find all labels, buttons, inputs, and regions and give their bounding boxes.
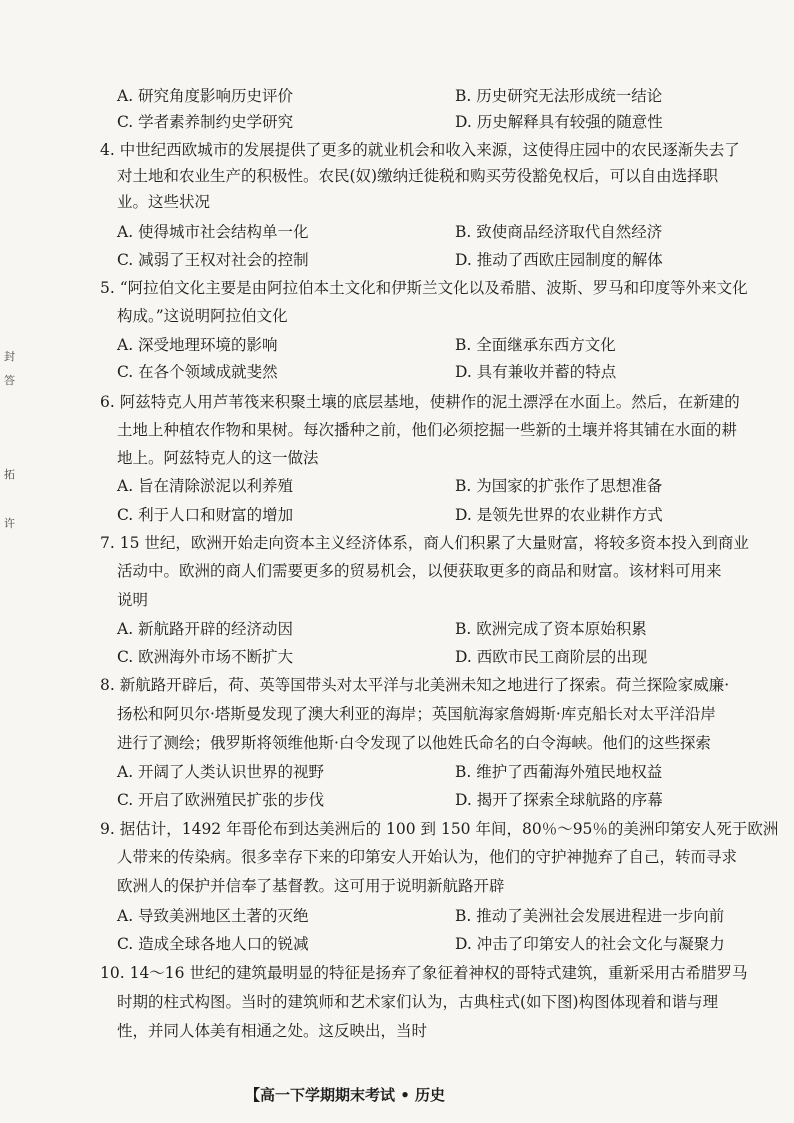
q7-option-c: C. 欧洲海外市场不断扩大 [117, 648, 294, 666]
q5-option-c: C. 在各个领域成就斐然 [117, 363, 278, 381]
q5-stem-line-1: 5. “阿拉伯文化主要是由阿拉伯本土文化和伊斯兰文化以及希腊、波斯、罗马和印度等外来文化 [100, 279, 748, 297]
q7-stem-line-1: 7. 15 世纪，欧洲开始走向资本主义经济体系，商人们积累了大量财富，将较多资本投入到商业 [100, 534, 749, 552]
q8-stem-line-2: 扬松和阿贝尔·塔斯曼发现了澳大利亚的海岸；英国航海家詹姆斯·库克船长对太平洋沿岸 [117, 705, 716, 723]
q3-option-d: D. 历史解释具有较强的随意性 [455, 113, 663, 131]
q4-stem-line-3: 业。这些状况 [117, 193, 211, 211]
q5-option-d: D. 具有兼收并蓄的特点 [455, 363, 617, 381]
q6-option-c: C. 利于人口和财富的增加 [117, 506, 294, 524]
q4-option-b: B. 致使商品经济取代自然经济 [455, 223, 663, 241]
q6-option-b: B. 为国家的扩张作了思想准备 [455, 477, 663, 495]
q8-option-d: D. 揭开了探索全球航路的序幕 [455, 791, 663, 809]
q9-option-b: B. 推动了美洲社会发展进程进一步向前 [455, 907, 725, 925]
q5-option-b: B. 全面继承东西方文化 [455, 336, 616, 354]
q8-stem-line-1: 8. 新航路开辟后，荷、英等国带头对太平洋与北美洲未知之地进行了探索。荷兰探险家威廉· [100, 676, 730, 694]
q7-stem-line-2: 活动中。欧洲的商人们需要更多的贸易机会，以便获取更多的商品和财富。该材料可用来 [117, 562, 722, 580]
q4-option-c: C. 减弱了王权对社会的控制 [117, 251, 309, 269]
q6-stem-line-2: 土地上种植农作物和果树。每次播种之前，他们必须挖掘一些新的土壤并将其铺在水面的耕 [117, 421, 738, 439]
q7-option-d: D. 西欧市民工商阶层的出现 [455, 648, 648, 666]
q9-stem-line-1: 9. 据估计，1492 年哥伦布到达美洲后的 100 到 150 年间，80％～95％的美洲印第安人死于欧洲 [100, 820, 779, 838]
q5-option-a: A. 深受地理环境的影响 [117, 336, 278, 354]
q7-stem-line-3: 说明 [117, 591, 149, 609]
margin-mark-3: 拓 [4, 468, 15, 481]
q7-option-a: A. 新航路开辟的经济动因 [117, 620, 294, 638]
q3-option-a: A. 研究角度影响历史评价 [117, 87, 294, 105]
q4-option-a: A. 使得城市社会结构单一化 [117, 223, 309, 241]
margin-mark-2: 答 [4, 374, 15, 387]
q10-stem-line-1: 10. 14～16 世纪的建筑最明显的特征是扬弃了象征着神权的哥特式建筑，重新采用古希腊罗马 [100, 964, 748, 982]
q8-option-a: A. 开阔了人类认识世界的视野 [117, 763, 325, 781]
q9-option-c: C. 造成全球各地人口的锐减 [117, 935, 309, 953]
q7-option-b: B. 欧洲完成了资本原始积累 [455, 620, 647, 638]
q5-stem-line-2: 构成。”这说明阿拉伯文化 [117, 307, 288, 325]
q4-option-d: D. 推动了西欧庄园制度的解体 [455, 251, 663, 269]
q9-option-a: A. 导致美洲地区土著的灭绝 [117, 907, 309, 925]
q4-stem-line-2: 对土地和农业生产的积极性。农民(奴)缴纳迁徙税和购买劳役豁免权后，可以自由选择职 [117, 167, 719, 185]
q8-stem-line-3: 进行了测绘；俄罗斯将领维他斯·白令发现了以他姓氏命名的白令海峡。他们的这些探索 [117, 734, 711, 752]
q10-stem-line-2: 时期的柱式构图。当时的建筑师和艺术家们认为，古典柱式(如下图)构图体现着和谐与理 [117, 993, 719, 1011]
page-footer: 【高一下学期期末考试 • 历史 [245, 1086, 446, 1104]
margin-mark-1: 封 [4, 350, 15, 363]
q8-option-c: C. 开启了欧洲殖民扩张的步伐 [117, 791, 325, 809]
q3-option-b: B. 历史研究无法形成统一结论 [455, 87, 663, 105]
q6-stem-line-3: 地上。阿兹特克人的这一做法 [117, 449, 319, 467]
q3-option-c: C. 学者素养制约史学研究 [117, 113, 294, 131]
margin-mark-4: 许 [4, 517, 15, 530]
q6-option-d: D. 是领先世界的农业耕作方式 [455, 506, 663, 524]
q6-option-a: A. 旨在清除淤泥以利养殖 [117, 477, 294, 495]
q4-stem-line-1: 4. 中世纪西欧城市的发展提供了更多的就业机会和收入来源，这使得庄园中的农民逐渐失去了 [100, 141, 740, 159]
q9-stem-line-2: 人带来的传染病。很多幸存下来的印第安人开始认为，他们的守护神抛弃了自己，转而寻求 [117, 848, 738, 866]
q9-stem-line-3: 欧洲人的保护并信奉了基督教。这可用于说明新航路开辟 [117, 877, 505, 895]
q8-option-b: B. 维护了西葡海外殖民地权益 [455, 763, 663, 781]
q6-stem-line-1: 6. 阿兹特克人用芦苇筏来积聚土壤的底层基地，使耕作的泥土漂浮在水面上。然后，在新建的 [100, 393, 740, 411]
q9-option-d: D. 冲击了印第安人的社会文化与凝聚力 [455, 935, 725, 953]
q10-stem-line-3: 性，并同人体美有相通之处。这反映出，当时 [117, 1022, 428, 1040]
